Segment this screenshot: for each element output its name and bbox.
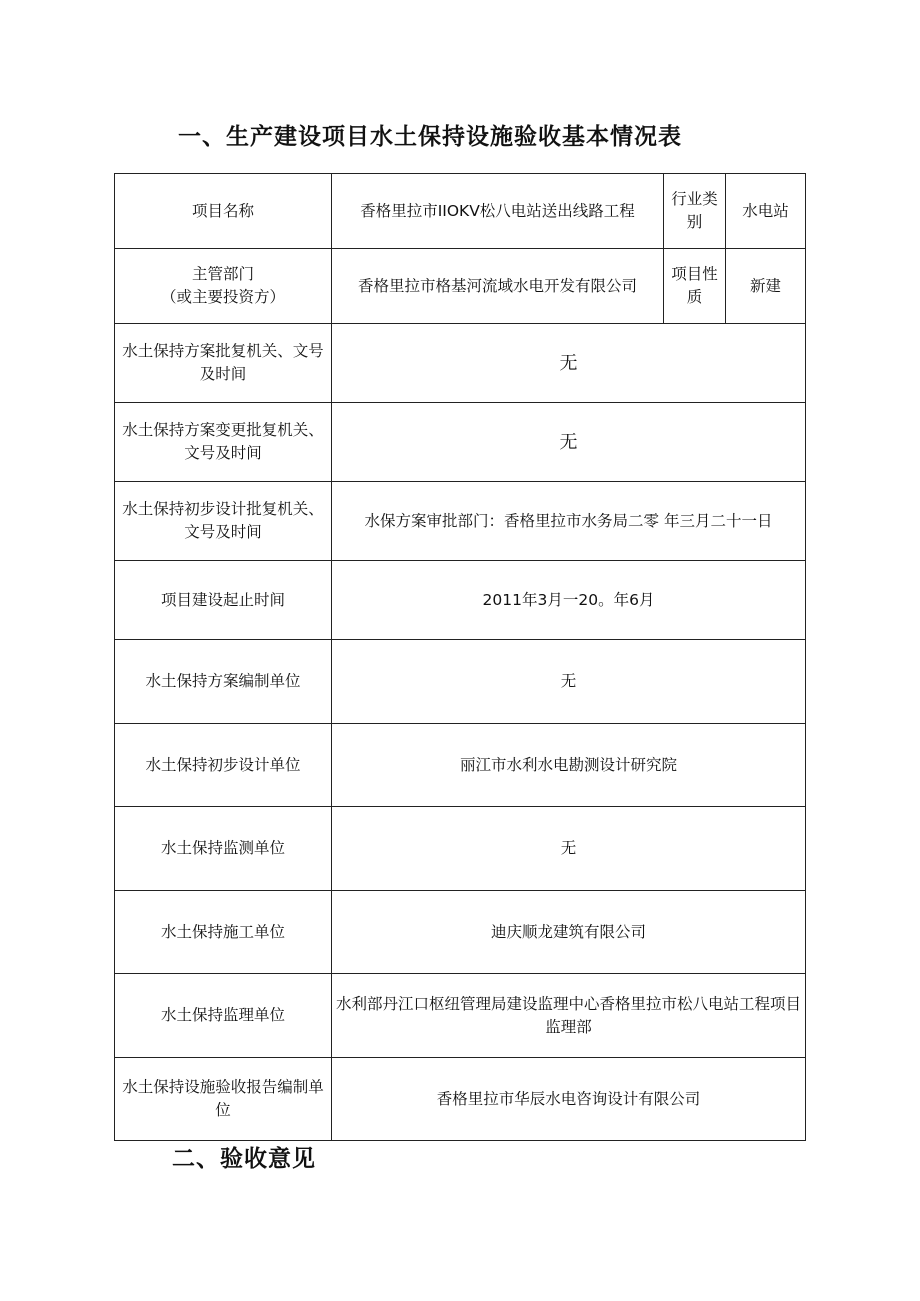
table-row: [115, 249, 806, 324]
industry-type-label: 行业类别: [664, 174, 726, 249]
project-info-table: [114, 173, 806, 1141]
row-value: 2011年3月一20。年6月: [332, 561, 806, 640]
row-value: 无: [332, 324, 806, 403]
table-row: [115, 174, 806, 249]
table-row: [115, 891, 806, 974]
row-label: 水土保持施工单位: [115, 891, 332, 974]
row-value: 水利部丹江口枢纽管理局建设监理中心香格里拉市松八电站工程项目监理部: [332, 974, 806, 1058]
table-row: [115, 807, 806, 891]
row-label: 水土保持设施验收报告编制单位: [115, 1058, 332, 1141]
row-label: 水土保持方案批复机关、文号及时间: [115, 324, 332, 403]
row-value: 无: [332, 807, 806, 891]
project-nature-label: 项目性质: [664, 249, 726, 324]
row-value: 丽江市水利水电勘测设计研究院: [332, 724, 806, 807]
page-title: 一、生产建设项目水土保持设施验收基本情况表: [178, 124, 682, 150]
row-label: 项目建设起止时间: [115, 561, 332, 640]
row-label: 水土保持监测单位: [115, 807, 332, 891]
table-row: [115, 482, 806, 561]
table-row: [115, 1058, 806, 1141]
project-name-label: 项目名称: [115, 174, 332, 249]
row-label: 水土保持方案编制单位: [115, 640, 332, 724]
row-value: 水保方案审批部门：香格里拉市水务局二零 年三月二十一日: [332, 482, 806, 561]
section-2-title: 二、验收意见: [172, 1146, 316, 1172]
row-value: 迪庆顺龙建筑有限公司: [332, 891, 806, 974]
row-label: 水土保持监理单位: [115, 974, 332, 1058]
table-row: [115, 640, 806, 724]
row-label: 水土保持方案变更批复机关、文号及时间: [115, 403, 332, 482]
table-row: [115, 561, 806, 640]
industry-type-value: 水电站: [726, 174, 806, 249]
row-label: 水土保持初步设计批复机关、文号及时间: [115, 482, 332, 561]
authority-label: [115, 249, 332, 324]
authority-label-line2: （或主要投资方）: [160, 288, 285, 306]
authority-label-line1: 主管部门: [191, 265, 254, 283]
table-row: [115, 403, 806, 482]
row-value: 无: [332, 403, 806, 482]
row-value: 无: [332, 640, 806, 724]
authority-value: 香格里拉市格基河流域水电开发有限公司: [332, 249, 664, 324]
row-label: 水土保持初步设计单位: [115, 724, 332, 807]
project-nature-value: 新建: [726, 249, 806, 324]
table-row: [115, 324, 806, 403]
row-value: 香格里拉市华辰水电咨询设计有限公司: [332, 1058, 806, 1141]
table-row: [115, 724, 806, 807]
table-row: [115, 974, 806, 1058]
project-name-value: 香格里拉市IIOKV松八电站送出线路工程: [332, 174, 664, 249]
